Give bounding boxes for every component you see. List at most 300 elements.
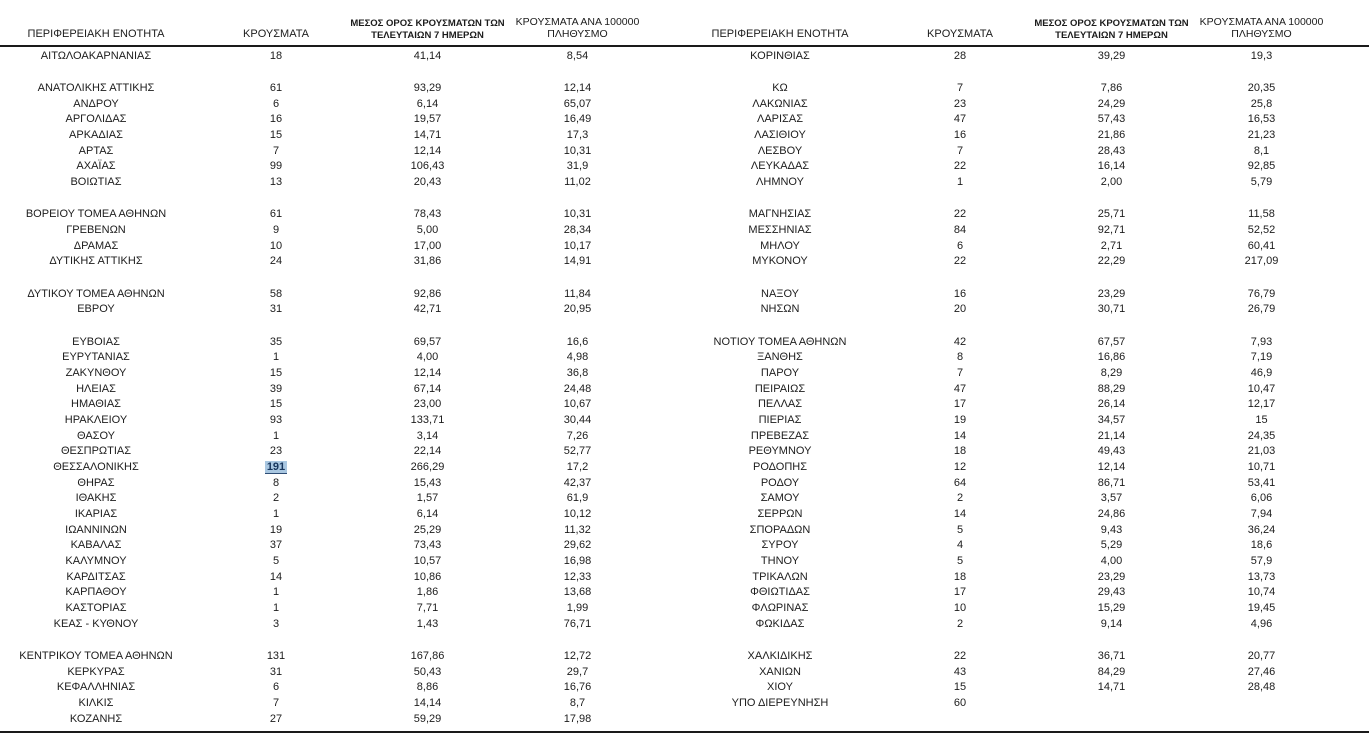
table-row (0, 459, 684, 475)
per100k-cell: 6,06 (1250, 492, 1273, 505)
cases-cell: 1 (272, 586, 280, 599)
avg7-cell: 25,29 (413, 523, 442, 536)
avg7-cell: 3,57 (1100, 492, 1123, 505)
region-cell: ΘΕΣΣΑΛΟΝΙΚΗΣ (53, 460, 139, 473)
table-header-row (0, 0, 684, 45)
avg7-cell: 133,71 (410, 413, 445, 426)
table-row (0, 381, 684, 397)
avg7-cell: 24,29 (1097, 97, 1126, 110)
avg7-cell: 1,86 (416, 586, 439, 599)
per100k-cell: 60,41 (1247, 239, 1276, 252)
table-row (0, 334, 684, 350)
region-cell: ΧΙΟΥ (767, 681, 793, 694)
avg7-cell: 167,86 (410, 649, 445, 662)
avg7-cell: 2,71 (1100, 239, 1123, 252)
region-cell: ΙΘΑΚΗΣ (75, 492, 117, 505)
region-cell: ΥΠΟ ΔΙΕΡΕΥΝΗΣΗ (731, 696, 829, 709)
table-row (0, 238, 684, 254)
avg7-cell: 57,43 (1097, 113, 1126, 126)
table-row (684, 695, 1368, 711)
cases-cell: 27 (269, 712, 283, 725)
avg7-cell: 73,43 (413, 539, 442, 552)
cases-cell: 39 (269, 382, 283, 395)
per100k-cell: 10,12 (563, 508, 592, 520)
cases-cell: 17 (953, 586, 967, 599)
region-cell: ΠΕΛΛΑΣ (757, 398, 803, 411)
cases-cell: 14 (269, 570, 283, 583)
avg7-cell: 9,14 (1100, 617, 1123, 630)
region-cell: ΡΕΘΥΜΝΟΥ (748, 445, 812, 458)
table-row (684, 143, 1368, 159)
per100k-cell: 4,96 (1250, 617, 1273, 630)
per100k-cell: 28,34 (563, 224, 592, 237)
region-cell: ΚΑΣΤΟΡΙΑΣ (65, 602, 127, 615)
cases-cell: 2 (272, 492, 280, 505)
cases-cell: 7 (956, 366, 964, 379)
table-row (0, 80, 684, 96)
column-header-avg7-line1: ΜΕΣΟΣ ΟΡΟΣ ΚΡΟΥΣΜΑΤΩΝ ΤΩΝ (1034, 18, 1189, 30)
region-cell: ΜΑΓΝΗΣΙΑΣ (748, 208, 812, 221)
region-cell: ΤΗΝΟΥ (760, 555, 800, 568)
region-cell: ΚΑΛΥΜΝΟΥ (65, 555, 127, 568)
group-spacer (684, 317, 1368, 334)
table-row (0, 48, 684, 64)
per100k-cell: 17,98 (563, 712, 592, 725)
per100k-cell: 57,9 (1250, 555, 1273, 568)
region-cell: ΛΗΜΝΟΥ (756, 176, 804, 189)
per100k-cell: 61,9 (566, 492, 589, 505)
avg7-cell: 14,71 (1097, 681, 1126, 694)
per100k-cell: 25,8 (1250, 97, 1273, 110)
avg7-cell: 86,71 (1097, 476, 1126, 489)
per100k-cell: 52,77 (563, 445, 592, 458)
avg7-cell: 6,14 (416, 97, 439, 110)
per100k-cell: 36,8 (566, 366, 589, 379)
cases-cell: 6 (272, 97, 280, 110)
region-cell: ΔΡΑΜΑΣ (73, 239, 119, 252)
table-row (684, 616, 1368, 632)
region-cell: ΛΑΚΩΝΙΑΣ (752, 97, 808, 110)
avg7-cell: 67,57 (1097, 335, 1126, 348)
table-row (684, 159, 1368, 175)
column-header-avg7-line1: ΜΕΣΟΣ ΟΡΟΣ ΚΡΟΥΣΜΑΤΩΝ ΤΩΝ (350, 18, 505, 30)
selected-cases-value: 191 (266, 460, 286, 473)
region-cell: ΖΑΚΥΝΘΟΥ (65, 366, 127, 379)
table-row (684, 286, 1368, 302)
region-cell: ΣΠΟΡΑΔΩΝ (749, 523, 811, 536)
region-cell: ΙΩΑΝΝΙΝΩΝ (65, 523, 127, 536)
avg7-cell: 8,86 (416, 681, 439, 694)
per100k-cell: 12,14 (563, 82, 592, 95)
per100k-cell: 31,9 (566, 160, 589, 173)
avg7-cell: 50,43 (413, 665, 442, 678)
region-cell: ΘΗΡΑΣ (77, 476, 115, 489)
region-cell: ΛΕΥΚΑΔΑΣ (750, 160, 810, 173)
cases-cell: 9 (272, 224, 280, 237)
table-row (0, 349, 684, 365)
avg7-cell: 12,14 (1097, 460, 1126, 473)
region-cell: ΑΧΑΪΑΣ (76, 160, 116, 173)
column-header-per100k-line2: ΠΛΗΘΥΣΜΟ (1231, 28, 1292, 41)
column-header-avg7-line2: ΤΕΛΕΥΤΑΙΩΝ 7 ΗΜΕΡΩΝ (1055, 29, 1168, 41)
per100k-cell: 15 (1255, 413, 1268, 426)
avg7-cell: 92,86 (413, 287, 442, 300)
region-cell: ΚΑΒΑΛΑΣ (70, 539, 122, 552)
table-row (684, 491, 1368, 507)
avg7-cell: 23,00 (413, 398, 442, 411)
table-row (0, 127, 684, 143)
column-header-avg7 (1034, 18, 1189, 45)
avg7-cell: 4,00 (1100, 555, 1123, 568)
avg7-cell: 67,14 (413, 382, 442, 395)
avg7-cell: 88,29 (1097, 382, 1126, 395)
column-header-cases: ΚΡΟΥΣΜΑΤΑ (927, 27, 993, 40)
cases-cell: 4 (956, 539, 964, 552)
region-cell: ΣΕΡΡΩΝ (757, 508, 803, 520)
table-row (684, 127, 1368, 143)
table-row (684, 443, 1368, 459)
avg7-cell: 21,14 (1097, 429, 1126, 442)
per100k-cell: 8,7 (569, 696, 586, 709)
table-row (684, 334, 1368, 350)
cases-cell: 5 (956, 555, 964, 568)
region-cell: ΚΕΝΤΡΙΚΟΥ ΤΟΜΕΑ ΑΘΗΝΩΝ (19, 649, 173, 662)
per100k-cell: 52,52 (1247, 224, 1276, 237)
cases-cell: 43 (953, 665, 967, 678)
region-cell: ΝΗΣΩΝ (760, 303, 800, 316)
avg7-cell: 24,86 (1097, 508, 1126, 520)
cases-cell: 37 (269, 539, 283, 552)
per100k-cell: 12,17 (1247, 398, 1276, 411)
cases-cell: 1 (272, 351, 280, 364)
cases-cell: 15 (953, 681, 967, 694)
table-row (684, 302, 1368, 318)
table-row (684, 365, 1368, 381)
region-cell: ΑΡΚΑΔΙΑΣ (69, 129, 123, 142)
per100k-cell: 7,19 (1250, 351, 1273, 364)
region-cell: ΛΕΣΒΟΥ (757, 144, 803, 157)
column-header-avg7 (350, 18, 505, 45)
per100k-cell: 17,3 (566, 129, 589, 142)
cases-cell: 1 (956, 176, 964, 189)
per100k-cell: 13,68 (563, 586, 592, 599)
table-row (0, 648, 684, 664)
cases-cell: 22 (953, 160, 967, 173)
cases-cell: 2 (956, 492, 964, 505)
column-header-per100k-line1: ΚΡΟΥΣΜΑΤΑ ΑΝΑ 100000 (515, 15, 640, 28)
group-spacer (0, 190, 684, 207)
cases-cell: 13 (269, 176, 283, 189)
per100k-cell: 21,23 (1247, 129, 1276, 142)
cases-cell: 5 (956, 523, 964, 536)
table-row (684, 349, 1368, 365)
column-header-per100k-line1: ΚΡΟΥΣΜΑΤΑ ΑΝΑ 100000 (1199, 15, 1324, 28)
region-cell: ΚΙΛΚΙΣ (78, 696, 114, 709)
avg7-cell: 21,86 (1097, 129, 1126, 142)
cases-cell: 19 (269, 523, 283, 536)
per100k-cell: 24,48 (563, 382, 592, 395)
region-cell: ΚΕΦΑΛΛΗΝΙΑΣ (56, 681, 136, 694)
cases-cell: 8 (956, 351, 964, 364)
per100k-cell: 29,7 (566, 665, 589, 678)
region-cell: ΣΥΡΟΥ (761, 539, 799, 552)
region-cell: ΛΑΣΙΘΙΟΥ (754, 129, 806, 142)
cases-cell: 12 (953, 460, 967, 473)
table-row (684, 80, 1368, 96)
region-cell: ΑΡΓΟΛΙΔΑΣ (65, 113, 127, 126)
region-cell: ΚΩ (772, 82, 788, 95)
per100k-cell: 76,71 (563, 617, 592, 630)
avg7-cell: 7,71 (416, 602, 439, 615)
table-row (0, 302, 684, 318)
table-body (684, 48, 1368, 711)
per100k-cell: 19,45 (1247, 602, 1276, 615)
per100k-cell: 12,33 (563, 570, 592, 583)
per100k-cell: 19,3 (1250, 49, 1273, 62)
cases-cell: 7 (272, 144, 280, 157)
region-cell: ΚΕΡΚΥΡΑΣ (67, 665, 125, 678)
cases-cell: 17 (953, 398, 967, 411)
table-row (684, 112, 1368, 128)
table-row (0, 207, 684, 223)
avg7-cell: 34,57 (1097, 413, 1126, 426)
table-row (684, 585, 1368, 601)
per100k-cell: 20,77 (1247, 649, 1276, 662)
region-cell: ΕΒΡΟΥ (77, 303, 115, 316)
table-row (0, 143, 684, 159)
table-row (0, 616, 684, 632)
avg7-cell: 5,29 (1100, 539, 1123, 552)
region-cell: ΓΡΕΒΕΝΩΝ (66, 224, 126, 237)
region-cell: ΘΕΣΠΡΩΤΙΑΣ (60, 445, 132, 458)
avg7-cell: 9,43 (1100, 523, 1123, 536)
table-row (684, 664, 1368, 680)
cases-cell: 7 (956, 82, 964, 95)
cases-cell: 20 (953, 303, 967, 316)
column-header-cases: ΚΡΟΥΣΜΑΤΑ (243, 27, 309, 40)
per100k-cell: 18,6 (1250, 539, 1273, 552)
per100k-cell: 7,26 (566, 429, 589, 442)
cases-cell: 99 (269, 160, 283, 173)
table-row (0, 159, 684, 175)
avg7-cell: 49,43 (1097, 445, 1126, 458)
table-row (684, 538, 1368, 554)
cases-cell: 15 (269, 398, 283, 411)
region-cell: ΞΑΝΘΗΣ (757, 351, 803, 364)
cases-cell: 14 (953, 429, 967, 442)
avg7-cell: 12,14 (413, 366, 442, 379)
per100k-cell: 5,79 (1250, 176, 1273, 189)
table-row (684, 381, 1368, 397)
region-cell: ΚΟΖΑΝΗΣ (69, 712, 123, 725)
per100k-cell: 29,62 (563, 539, 592, 552)
table-row (684, 569, 1368, 585)
region-cell: ΔΥΤΙΚΗΣ ΑΤΤΙΚΗΣ (49, 255, 143, 268)
avg7-cell: 1,57 (416, 492, 439, 505)
avg7-cell: 10,57 (413, 555, 442, 568)
table-row (0, 112, 684, 128)
table-row (0, 491, 684, 507)
avg7-cell: 17,00 (413, 239, 442, 252)
table-row (0, 475, 684, 491)
per100k-cell: 42,37 (563, 476, 592, 489)
cases-cell: 1 (272, 602, 280, 615)
per100k-cell: 92,85 (1247, 160, 1276, 173)
per100k-cell: 21,03 (1247, 445, 1276, 458)
table-row (684, 96, 1368, 112)
per100k-cell: 11,02 (564, 176, 591, 189)
table-row (0, 569, 684, 585)
table-row (0, 679, 684, 695)
per100k-cell: 20,95 (563, 303, 592, 316)
region-cell: ΘΑΣΟΥ (76, 429, 116, 442)
table-row (684, 648, 1368, 664)
avg7-cell: 20,43 (413, 176, 442, 189)
avg7-cell: 14,71 (413, 129, 442, 142)
cases-cell: 84 (953, 224, 967, 237)
table-row (0, 600, 684, 616)
region-cell: ΠΙΕΡΙΑΣ (758, 413, 802, 426)
table-header-row (684, 0, 1368, 45)
cases-cell: 14 (953, 508, 967, 520)
avg7-cell: 106,43 (410, 160, 445, 173)
table-row (0, 254, 684, 270)
avg7-cell: 8,29 (1100, 366, 1123, 379)
group-spacer (0, 64, 684, 81)
per100k-cell: 12,72 (563, 649, 592, 662)
per100k-cell: 8,54 (566, 49, 589, 62)
cases-cell: 47 (953, 382, 967, 395)
cases-cell: 61 (269, 82, 283, 95)
cases-cell: 10 (953, 602, 967, 615)
avg7-cell: 3,14 (416, 429, 439, 442)
cases-cell: 15 (269, 366, 283, 379)
region-cell: ΒΟΙΩΤΙΑΣ (70, 176, 122, 189)
per100k-cell: 36,24 (1247, 523, 1276, 536)
avg7-cell: 42,71 (413, 303, 442, 316)
cases-cell: 23 (269, 445, 283, 458)
cases-cell: 18 (953, 445, 967, 458)
per100k-cell: 7,94 (1250, 508, 1273, 520)
avg7-cell: 12,14 (413, 144, 442, 157)
avg7-cell: 5,00 (416, 224, 439, 237)
column-header-avg7-line2: ΤΕΛΕΥΤΑΙΩΝ 7 ΗΜΕΡΩΝ (371, 29, 484, 41)
table-row (0, 428, 684, 444)
table-row (0, 443, 684, 459)
avg7-cell: 22,14 (413, 445, 442, 458)
group-spacer (0, 632, 684, 649)
table-row (684, 459, 1368, 475)
per100k-cell: 65,07 (563, 97, 592, 110)
avg7-cell: 25,71 (1097, 208, 1126, 221)
region-cell: ΜΗΛΟΥ (760, 239, 800, 252)
table-row (684, 396, 1368, 412)
table-row (0, 174, 684, 190)
cases-cell: 22 (953, 649, 967, 662)
avg7-cell: 23,29 (1097, 570, 1126, 583)
per100k-cell: 10,31 (563, 208, 592, 221)
cases-cell: 15 (269, 129, 283, 142)
region-cell: ΝΑΞΟΥ (761, 287, 799, 300)
per100k-cell: 10,67 (563, 398, 592, 411)
table-row (0, 522, 684, 538)
per100k-cell: 10,74 (1247, 586, 1276, 599)
table-row (684, 522, 1368, 538)
avg7-cell: 36,71 (1097, 649, 1126, 662)
cases-cell: 16 (953, 129, 967, 142)
column-header-region: ΠΕΡΙΦΕΡΕΙΑΚΗ ΕΝΟΤΗΤΑ (711, 27, 849, 40)
region-cell: ΑΙΤΩΛΟΑΚΑΡΝΑΝΙΑΣ (40, 49, 152, 62)
region-cell: ΚΕΑΣ - ΚΥΘΝΟΥ (53, 617, 139, 630)
cases-cell: 64 (953, 476, 967, 489)
table-row (0, 365, 684, 381)
avg7-cell: 78,43 (413, 208, 442, 221)
cases-cell: 16 (953, 287, 967, 300)
region-cell: ΧΑΝΙΩΝ (759, 665, 801, 678)
region-cell: ΙΚΑΡΙΑΣ (74, 508, 118, 520)
avg7-cell: 266,29 (410, 460, 445, 473)
region-cell: ΗΛΕΙΑΣ (76, 382, 116, 395)
per100k-cell: 8,1 (1253, 144, 1270, 157)
avg7-cell: 6,14 (416, 508, 439, 520)
region-cell: ΕΥΒΟΙΑΣ (72, 335, 120, 348)
cases-cell: 31 (269, 665, 283, 678)
cases-cell: 93 (269, 413, 283, 426)
per100k-cell: 11,84 (564, 287, 591, 300)
table-row (0, 664, 684, 680)
per100k-cell: 30,44 (563, 413, 592, 426)
table-row (0, 553, 684, 569)
avg7-cell: 39,29 (1097, 49, 1126, 62)
table-row (684, 475, 1368, 491)
table-row (684, 222, 1368, 238)
cases-cell: 1 (272, 508, 280, 520)
table-row (0, 96, 684, 112)
cases-cell: 5 (272, 555, 280, 568)
avg7-cell: 15,29 (1097, 602, 1126, 615)
per100k-cell: 20,35 (1247, 82, 1276, 95)
group-spacer (684, 190, 1368, 207)
per100k-cell: 4,98 (566, 351, 589, 364)
region-cell: ΦΛΩΡΙΝΑΣ (751, 602, 809, 615)
cases-cell: 19 (953, 413, 967, 426)
avg7-cell: 26,14 (1097, 398, 1126, 411)
per100k-cell: 24,35 (1247, 429, 1276, 442)
table-row (0, 222, 684, 238)
avg7-cell: 93,29 (413, 82, 442, 95)
cases-cell: 31 (269, 303, 283, 316)
group-spacer (684, 269, 1368, 286)
region-cell: ΗΡΑΚΛΕΙΟΥ (64, 413, 128, 426)
region-cell: ΤΡΙΚΑΛΩΝ (752, 570, 808, 583)
avg7-cell: 69,57 (413, 335, 442, 348)
per100k-cell: 28,48 (1247, 681, 1276, 694)
avg7-cell: 15,43 (413, 476, 442, 489)
avg7-cell: 14,14 (413, 696, 442, 709)
region-cell: ΠΡΕΒΕΖΑΣ (750, 429, 810, 442)
cases-cell: 22 (953, 255, 967, 268)
cases-cell: 42 (953, 335, 967, 348)
avg7-cell: 92,71 (1097, 224, 1126, 237)
avg7-cell: 23,29 (1097, 287, 1126, 300)
avg7-cell: 16,86 (1097, 351, 1126, 364)
region-cell: ΧΑΛΚΙΔΙΚΗΣ (747, 649, 813, 662)
avg7-cell: 7,86 (1100, 82, 1123, 95)
cases-cell: 22 (953, 208, 967, 221)
region-cell: ΠΑΡΟΥ (760, 366, 800, 379)
per100k-cell: 11,58 (1248, 208, 1275, 221)
table-row (684, 174, 1368, 190)
